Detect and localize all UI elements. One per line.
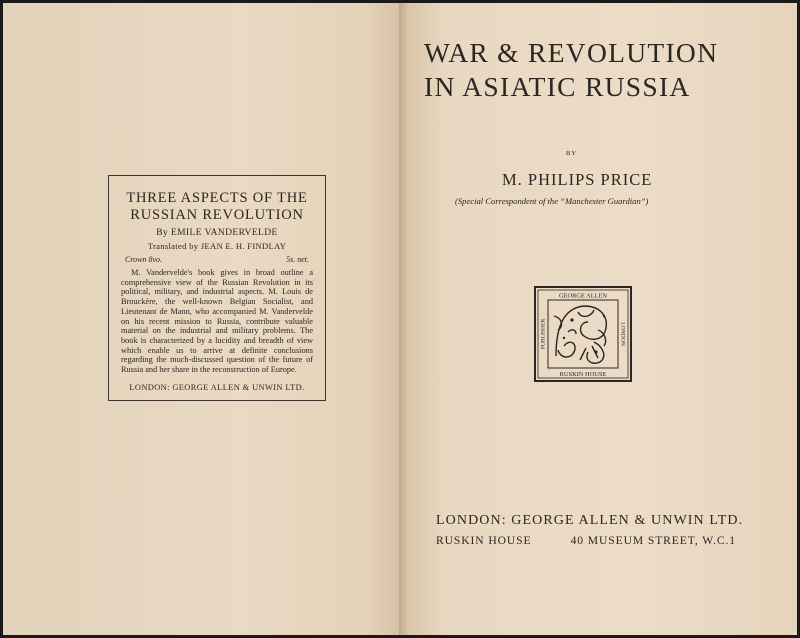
device-top-text: GEORGE ALLEN [558,292,608,300]
ad-title-line-2: RUSSIAN REVOLUTION [130,207,304,223]
publisher-device-icon [534,286,632,382]
imprint-address [436,534,736,547]
ad-meta [119,255,315,264]
by-label: BY [566,150,578,157]
imprint-street: 40 MUSEUM STREET, W.C.1 [570,534,736,547]
left-page [3,3,401,635]
book-title-line-2: IN ASIATIC RUSSIA [424,71,691,102]
imprint-house: RUSKIN HOUSE [436,534,532,547]
ad-publisher: LONDON: GEORGE ALLEN & UNWIN LTD. [129,382,305,392]
ad-format: Crown 8vo. [125,255,163,264]
advertisement-box [108,175,326,401]
ad-author: By EMILE VANDERVELDE [156,228,278,238]
device-left-text: PUBLISHER [540,318,547,350]
ad-price: 5s. net. [286,255,309,264]
device-bottom-text: RUSKIN HOUSE [559,371,607,378]
book-title [424,36,784,104]
ad-description: M. Vandervelde's book gives in broad outline a comprehensive view of the Russian Revolution in its political, military, and industrial aspects. M. Louis de Brouckère, the well-known Belgian Socialist, and Lieutenant de Mann, who accompanied M. Vandervelde on his recent mission to Russia, contribute valuable material on the industrial and military problems. The book is characterized by a lucidity and breadth of view which enable us to arrive at definite conclusions regarding the much-discussed question of the future of Russia and her share in the reconstruction of Europe. [121,268,313,375]
author-name: M. PHILIPS PRICE [502,170,653,189]
ad-title [119,190,315,224]
device-right-text: LONDON [619,322,626,346]
ad-title-line-1: THREE ASPECTS OF THE [126,190,308,206]
author-note: (Special Correspondent of the “Manchester Guardian”) [455,196,649,206]
title-block [424,36,784,104]
imprint-publisher: LONDON: GEORGE ALLEN & UNWIN LTD. [436,513,744,528]
book-title-line-1: WAR & REVOLUTION [424,37,719,68]
ad-translator: Translated by JEAN E. H. FINDLAY [147,241,287,251]
